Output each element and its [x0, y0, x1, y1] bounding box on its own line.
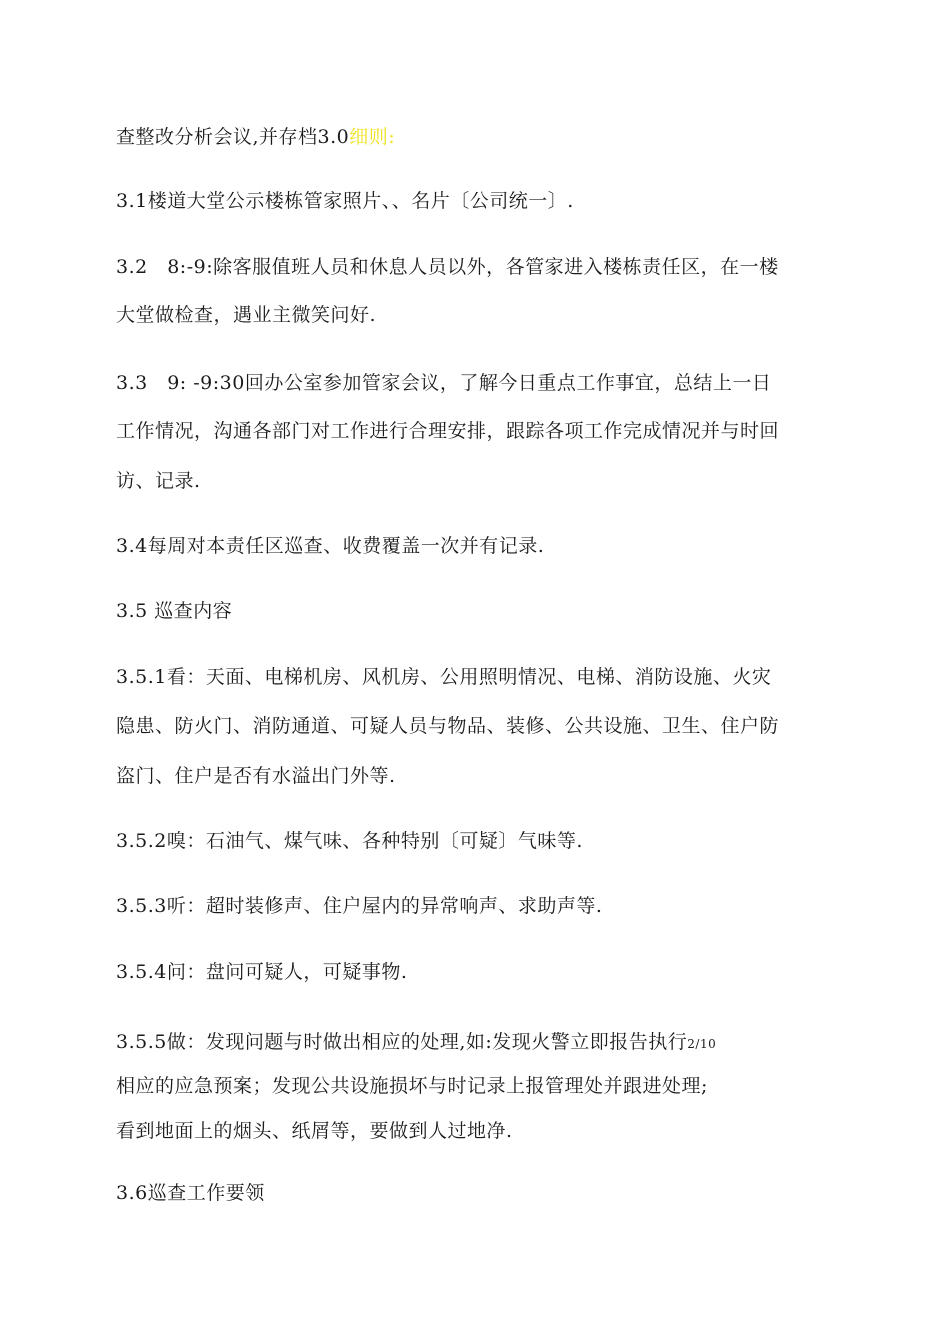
text-line: [116, 1029, 876, 1057]
text-line: 3.5.2嗅：石油气、煤气味、各种特别〔可疑〕气味等.: [116, 830, 583, 852]
text-line: 3.5.3听：超时装修声、住户屋内的异常响声、求助声等.: [116, 895, 603, 917]
text-line: 大堂做检查，遇业主微笑问好.: [116, 304, 377, 326]
text-line: 3.3 9: -9:30回办公室参加管家会议，了解今日重点工作事宜，总结上一日: [116, 372, 772, 394]
text-line: 3.1楼道大堂公示楼栋管家照片、、名片〔公司统一〕.: [116, 190, 574, 212]
highlighted-text: 细则:: [349, 126, 396, 148]
page-number: 2/10: [687, 1037, 717, 1051]
text-line: 工作情况，沟通各部门对工作进行合理安排，跟踪各项工作完成情况并与时回: [116, 420, 780, 442]
text-line: 盗门、住户是否有水溢出门外等.: [116, 765, 396, 787]
text-line: 看到地面上的烟头、纸屑等，要做到人过地净.: [116, 1120, 513, 1142]
text-line: 3.6巡查工作要领: [116, 1182, 265, 1204]
text-segment: 3.5.5做：发现问题与时做出相应的处理,如:发现火警立即报告执行: [116, 1031, 688, 1053]
text-line: 3.4每周对本责任区巡查、收费覆盖一次并有记录.: [116, 535, 545, 557]
text-segment: 查整改分析会议,并存档3.0: [116, 126, 350, 148]
text-line: 3.5 巡查内容: [116, 600, 233, 622]
text-line: 隐患、防火门、消防通道、可疑人员与物品、装修、公共设施、卫生、住户防: [116, 715, 780, 737]
text-line: 访、记录.: [116, 470, 201, 492]
text-line: 3.5.1看：天面、电梯机房、风机房、公用照明情况、电梯、消防设施、火灾: [116, 666, 772, 688]
text-line: 3.5.4问：盘问可疑人，可疑事物.: [116, 961, 408, 983]
text-line: 相应的应急预案；发现公共设施损坏与时记录上报管理处并跟进处理;: [116, 1075, 708, 1097]
text-line: 3.2 8:-9:除客服值班人员和休息人员以外，各管家进入楼栋责任区，在一楼: [116, 256, 779, 278]
text-line: [116, 124, 876, 150]
